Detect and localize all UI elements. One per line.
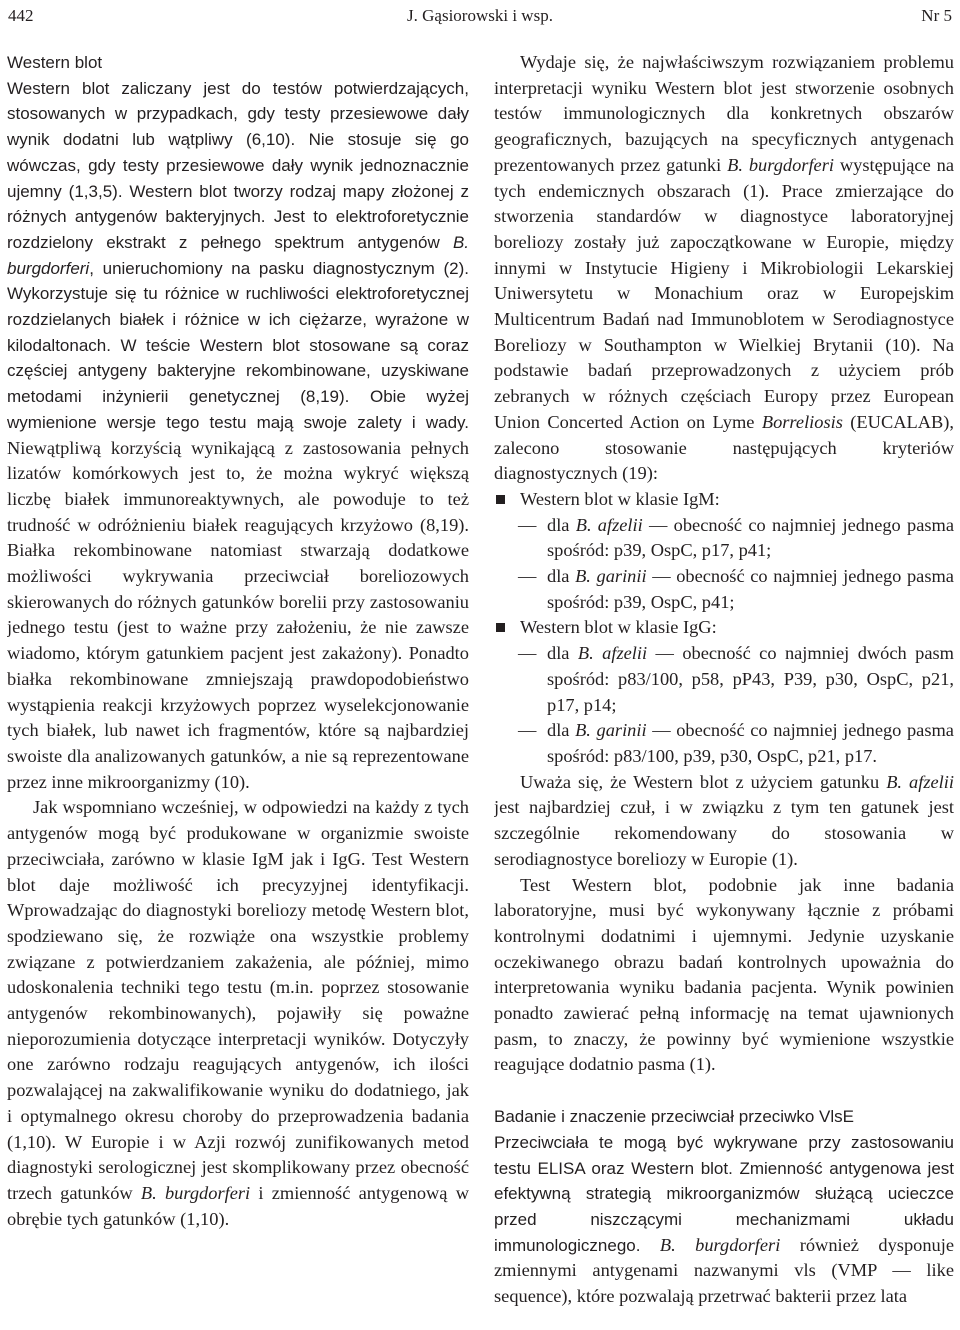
criteria-title: Western blot w klasie IgG: [520,617,717,638]
dash-marker: — [518,643,537,664]
text-run: Jak wspomniano wcześniej, w odpowiedzi na każdy z tych antygenów mogą być produkowane w organizmie swoiste przeciwciała, zarówno w klasie IgM jak i IgG. Test Western blot daje możliwość ich precyzyjnej identyfikacji. Wprowadzając do diagnostyki boreliozy metodę Western blot, spodziewano się, że rozwiąże ona wszystkie problemy związane z potwierdzaniem zakażenia, ale później, mimo udoskonalenia techniki tego testu (m.in. poprzez stosowanie antygenów rekombinowanych), pojawiły się poważne nieporozumienia dotyczące interpretacji wyników. Dotyczyły one zarówno rodzaju reagujących antygenów, ich ilości pozwalającej na zakwalifikowanie wyniku do dodatniego, jak i optymalnego okresu choroby do przeprowadzenia badania (1,10). W Europie i w Azji rozwój zunifikowanych metod diagnostyki serologicznej jest skomplikowany przez obecność trzech gatunków [7,797,469,1203]
section-title-western-blot: Western blot [7,53,103,72]
criteria-igg-afzelii [494,641,954,718]
text-run: Western blot zaliczany jest do testów potwierdzających, stosowanych w przypadkach, gdy testy przesiewowe dały wynik dodatni lub wątpliwy (6,10). Nie stosuje się go wówczas, gdy testy przesiewowe dały wynik jednoznacznie ujemny (1,3,5). Western blot tworzy rodzaj mapy złożonej z różnych antygenów bakteryjnych. Jest to elektroforetycznie rozdzielony ekstrakt z pełnego spektrum antygenów [7,78,469,252]
text-run: dla [547,720,576,741]
text-run: , unieruchomiony na pasku diagnostycznym (2). Wykorzystuje się tu różnice w ruchliwości elektroforetycznej rozdzielanych białek i różnice w ich ciężarze, wyrażone w kilodaltonach. W teście Western blot stosowane są coraz częściej antygeny bakteryjne rekombinowane, uzyskiwane metodami inżynierii genetycznej (8,19). Obie wyżej wymienione wersje tego testu mają swoje zalety i wady. [7,258,469,432]
species-name: B. burgdorferi [659,1234,781,1255]
criteria-igg-garinii [494,718,954,769]
text-run: Niewątpliwą korzyścią wynikającą z zastosowania pełnych lizatów komórkowych jest to, że można wykryć większą liczbę białek immunoreaktywnych, ale powoduje to też trudność w odróżnieniu białek reagujących krzyżowo (8,19). Białka rekombinowane natomiast stwarzają dodatkowe możliwości wykrywania przeciwciał boreliozowych skierowanych do różnych gatunków borelii przy zastosowaniu jednego testu (jest to ważne przy założeniu, że nie zawsze wiadomo, którym gatunkiem pacjent jest zakażony). Ponadto białka rekombinowane zmniejszają prawdopodobieństwo wystąpienia reakcji krzyżowych poprzez wyselekcjonowanie tych białek, lub nawet ich fragmentów, które są najbardziej swoiste dla analizowanych gatunków, a nie są reprezentowane przez inne mikroorganizmy (10). [7,437,469,792]
text-run: występujące na tych endemicznych obszarach (1). Prace zmierzające do stworzenia standardów w diagnostyce laboratoryjnej boreliozy zostały już zapoczątkowane w Europie, między innymi w Instytucie Higieny i Mikrobiologii Lekarskiej Uniwersytetu w Monachium oraz w Europejskim Multicentrum Badań nad Immunoblotem w Serodiagnostyce Boreliozy w Southampton w Wielkiej Brytanii (10). Na podstawie badań przeprowadzonych z użyciem prób zebranych w różnych częściach Europy przez European Union Concerted Action on Lyme [494,154,954,432]
paragraph-afzelii [494,770,954,873]
bullet-square-icon [496,495,505,504]
text-run: jest najbardziej czuł, i w związku z tym ten gatunek jest szczególnie rekomendowany do stosowania w serodiagnostyce boreliozy w Europie (1). [494,797,954,869]
criteria-igg [494,615,954,641]
right-column [494,50,954,1325]
criteria-igm-garinii [494,564,954,615]
species-name: B. afzelii [577,643,648,664]
criteria-igm-afzelii [494,513,954,564]
species-name: B. burgdorferi [727,154,834,175]
dash-marker: — [518,566,537,587]
dash-marker: — [518,514,537,535]
criteria-title: Western blot w klasie IgM: [520,488,720,509]
species-name: B. garinii [575,720,647,741]
species-name: B. garinii [575,566,647,587]
species-name: B. burgdorferi [140,1182,251,1203]
text-run: dla [547,566,576,587]
text-run: Przeciwciała te mogą być wykrywane przy zastosowaniu testu ELISA oraz Western blot. Zmienność antygenowa jest efektywną strategią mikroorganizmów służącą ucieczce przed niszczącymi mechanizmami układu immunologicznego. [494,1132,954,1255]
text-run: — obecność co najmniej dwóch pasm spośród: p83/100, p58, pP43, P39, p30, OspC, p21, p17, p14; [547,643,954,715]
running-title: J. Gąsiorowski i wsp. [407,6,553,25]
paragraph-vlse [494,1130,954,1310]
criteria-igm [494,487,954,513]
bullet-square-icon [496,623,505,632]
text-run: — obecność co najmniej jednego pasma spośród: p83/100, p39, p30, OspC, p21, p17. [547,720,954,766]
section-title-vlse: Badanie i znaczenie przeciwciał przeciwko VlsE [494,1107,854,1127]
text-run [640,1235,659,1255]
text-run: również dysponuje zmiennymi antygenami nazwanymi vls (VMP — like sequence), które pozwalają przetrwać bakterii przez lata [494,1234,954,1307]
section-gap [494,1078,954,1104]
text-run: dla [547,643,578,664]
species-name: B. afzelii [575,514,643,535]
species-name: B. afzelii [886,771,954,792]
text-run: Wydaje się, że najwłaściwszym rozwiązaniem problemu interpretacji wyniku Western blot jest stworzenie osobnych testów immunologicznych dla konkretnych obszarów geograficznych, bazujących na specyficznych antygenach prezentowanych przez gatunki [494,52,954,175]
text-run: — obecność co najmniej jednego pasma spośród: p39, OspC, p17, p41; [547,514,954,561]
text-run: Uważa się, że Western blot z użyciem gatunku [520,771,887,792]
page-number: 442 [8,6,34,25]
issue-number: Nr 5 [921,6,952,25]
species-name: Borreliosis [761,411,843,432]
text-run: dla [547,514,576,535]
species-name: B. burgdorferi [7,232,469,278]
dash-marker: — [518,720,537,741]
paragraph-controls: Test Western blot, podobnie jak inne badania laboratoryjne, musi być wykonywany łącznie z próbami kontrolnymi dodatnimi i ujemnymi. Jedynie uzyskanie oczekiwanego obrazu badań kontrolnych upoważnia do interpretowania wyniku badania pacjenta. Wynik powinien ponadto zawierać pełną informację na temat ujawnionych pasm, to znaczy, że powinny być wymienione wszystkie reagujące dodatnio pasma (1). [494,874,954,1075]
text-run: — obecność co najmniej jednego pasma spośród: p39, OspC, p41; [547,566,954,612]
text-run: (EUCALAB), zalecono stosowanie następujących kryteriów diagnostycznych (19): [494,411,954,484]
page-header [0,0,960,40]
paragraph-western-blot-intro [7,76,469,796]
paragraph-interpretation [494,50,954,487]
left-column [7,50,469,1325]
paragraph-antigens [7,795,469,1232]
text-run: i zmienność antygenową w obrębie tych gatunków (1,10). [7,1182,469,1229]
